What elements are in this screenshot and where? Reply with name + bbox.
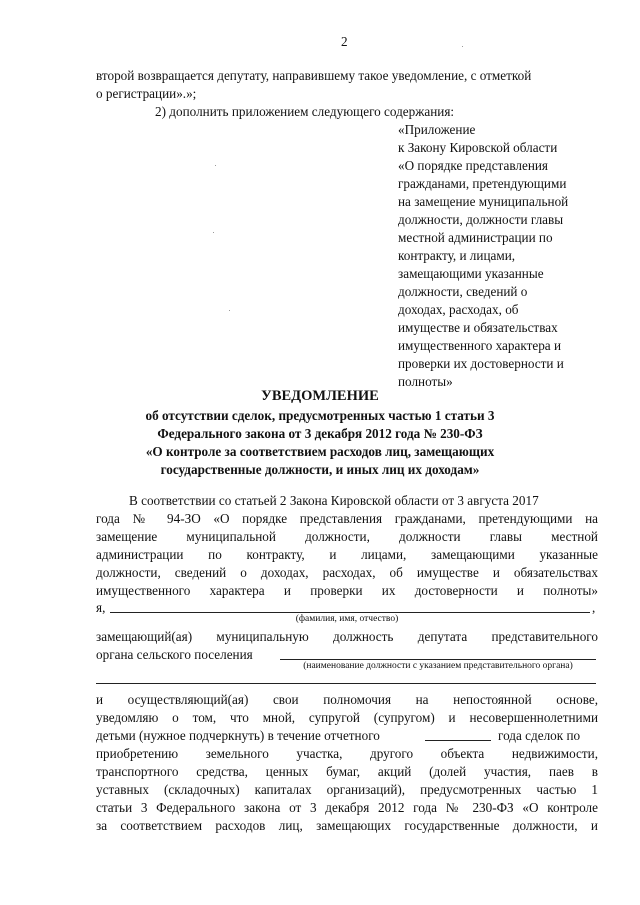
appendix-line: полноты» [398,374,453,389]
appendix-line: проверки их достоверности и [398,356,564,371]
appendix-line: доходах, расходах, об [398,302,519,317]
body2-line-4: приобретению земельного участка, другого объекта недвижимости, [96,746,598,761]
appendix-line: на замещение муниципальной [398,194,569,209]
appendix-line: «Приложение [398,122,476,137]
body1-line-4: администрации по контракту, и лицами, замещающими указанные [96,547,598,562]
post-fill-line [280,659,596,660]
body1-line-2: года № 94-ЗО «О порядке представления гражданами, претендующими на [96,511,598,526]
appendix-line: замещающими указанные [398,266,544,281]
blank-fill-line [96,683,596,684]
scan-speck [213,232,214,233]
scan-speck [229,310,230,311]
fio-caption: (фамилия, имя, отчество) [295,614,399,624]
fio-fill-line [110,612,590,613]
intro-line-2: о регистрации».»; [96,86,197,101]
appendix-line: гражданами, претендующими [398,176,567,191]
notice-subtitle-3: «О контроле за соответствием расходов лиц, замещающих [145,444,495,459]
form-ya-end: , [592,600,596,615]
post-line-2: органа сельского поселения [96,647,253,662]
body2-line-5: транспортного средства, ценных бумаг, акций (долей участия, паев в [96,764,598,779]
intro-line-3: 2) дополнить приложением следующего содержания: [155,104,455,119]
scan-speck [462,46,463,47]
body2-line-8: за соответствием расходов лиц, замещающих государственные должности, и [96,818,598,833]
appendix-header [398,121,568,391]
year-fill-line [425,740,491,741]
body1-line-3: замещение муниципальной должности, должности главы местной [96,529,598,544]
page-number: 2 [341,34,348,49]
appendix-line: должности, должности главы [398,212,564,227]
post-caption: (наименование должности с указанием представительного органа) [303,661,573,671]
post-line-1: замещающий(ая) муниципальную должность депутата представительного [96,629,598,644]
appendix-line: к Закону Кировской области [398,140,558,155]
appendix-line: местной администрации по [398,230,553,245]
appendix-line: должности, сведений о [398,284,528,299]
appendix-line: имуществе и обязательствах [398,320,558,335]
notice-heading: УВЕДОМЛЕНИЕ [261,388,379,404]
appendix-line: контракту, и лицами, [398,248,516,263]
body2-line-6: уставных (складочных) капиталах организаций), предусмотренных частью 1 [96,782,598,797]
body1-line-1: В соответствии со статьей 2 Закона Кировской области от 3 августа 2017 [129,493,539,508]
appendix-line: «О порядке представления [398,158,549,173]
body2-line-3a: детьми (нужное подчеркнуть) в течение отчетного [96,728,380,743]
form-ya-label: я, [96,600,106,615]
body1-line-6: имущественного характера и проверки их достоверности и полноты» [96,583,598,598]
notice-subtitle-4: государственные должности, и иных лиц их доходам» [160,462,480,477]
body2-line-1: и осуществляющий(ая) свои полномочия на непостоянной основе, [96,692,598,707]
notice-subtitle-2: Федерального закона от 3 декабря 2012 года № 230-ФЗ [157,426,483,441]
appendix-line: имущественного характера и [398,338,562,353]
body2-line-2: уведомляю о том, что мной, супругой (супругом) и несовершеннолетними [96,710,598,725]
intro-line-1: второй возвращается депутату, направившему такое уведомление, с отметкой [96,68,532,83]
scan-speck [215,165,216,166]
body1-line-5: должности, сведений о доходах, расходах, об имуществе и обязательствах [96,565,598,580]
body2-line-7: статьи 3 Федерального закона от 3 декабря 2012 года № 230-ФЗ «О контроле [96,800,598,815]
body2-line-3b: года сделок по [498,728,581,743]
notice-subtitle-1: об отсутствии сделок, предусмотренных частью 1 статьи 3 [145,408,495,423]
